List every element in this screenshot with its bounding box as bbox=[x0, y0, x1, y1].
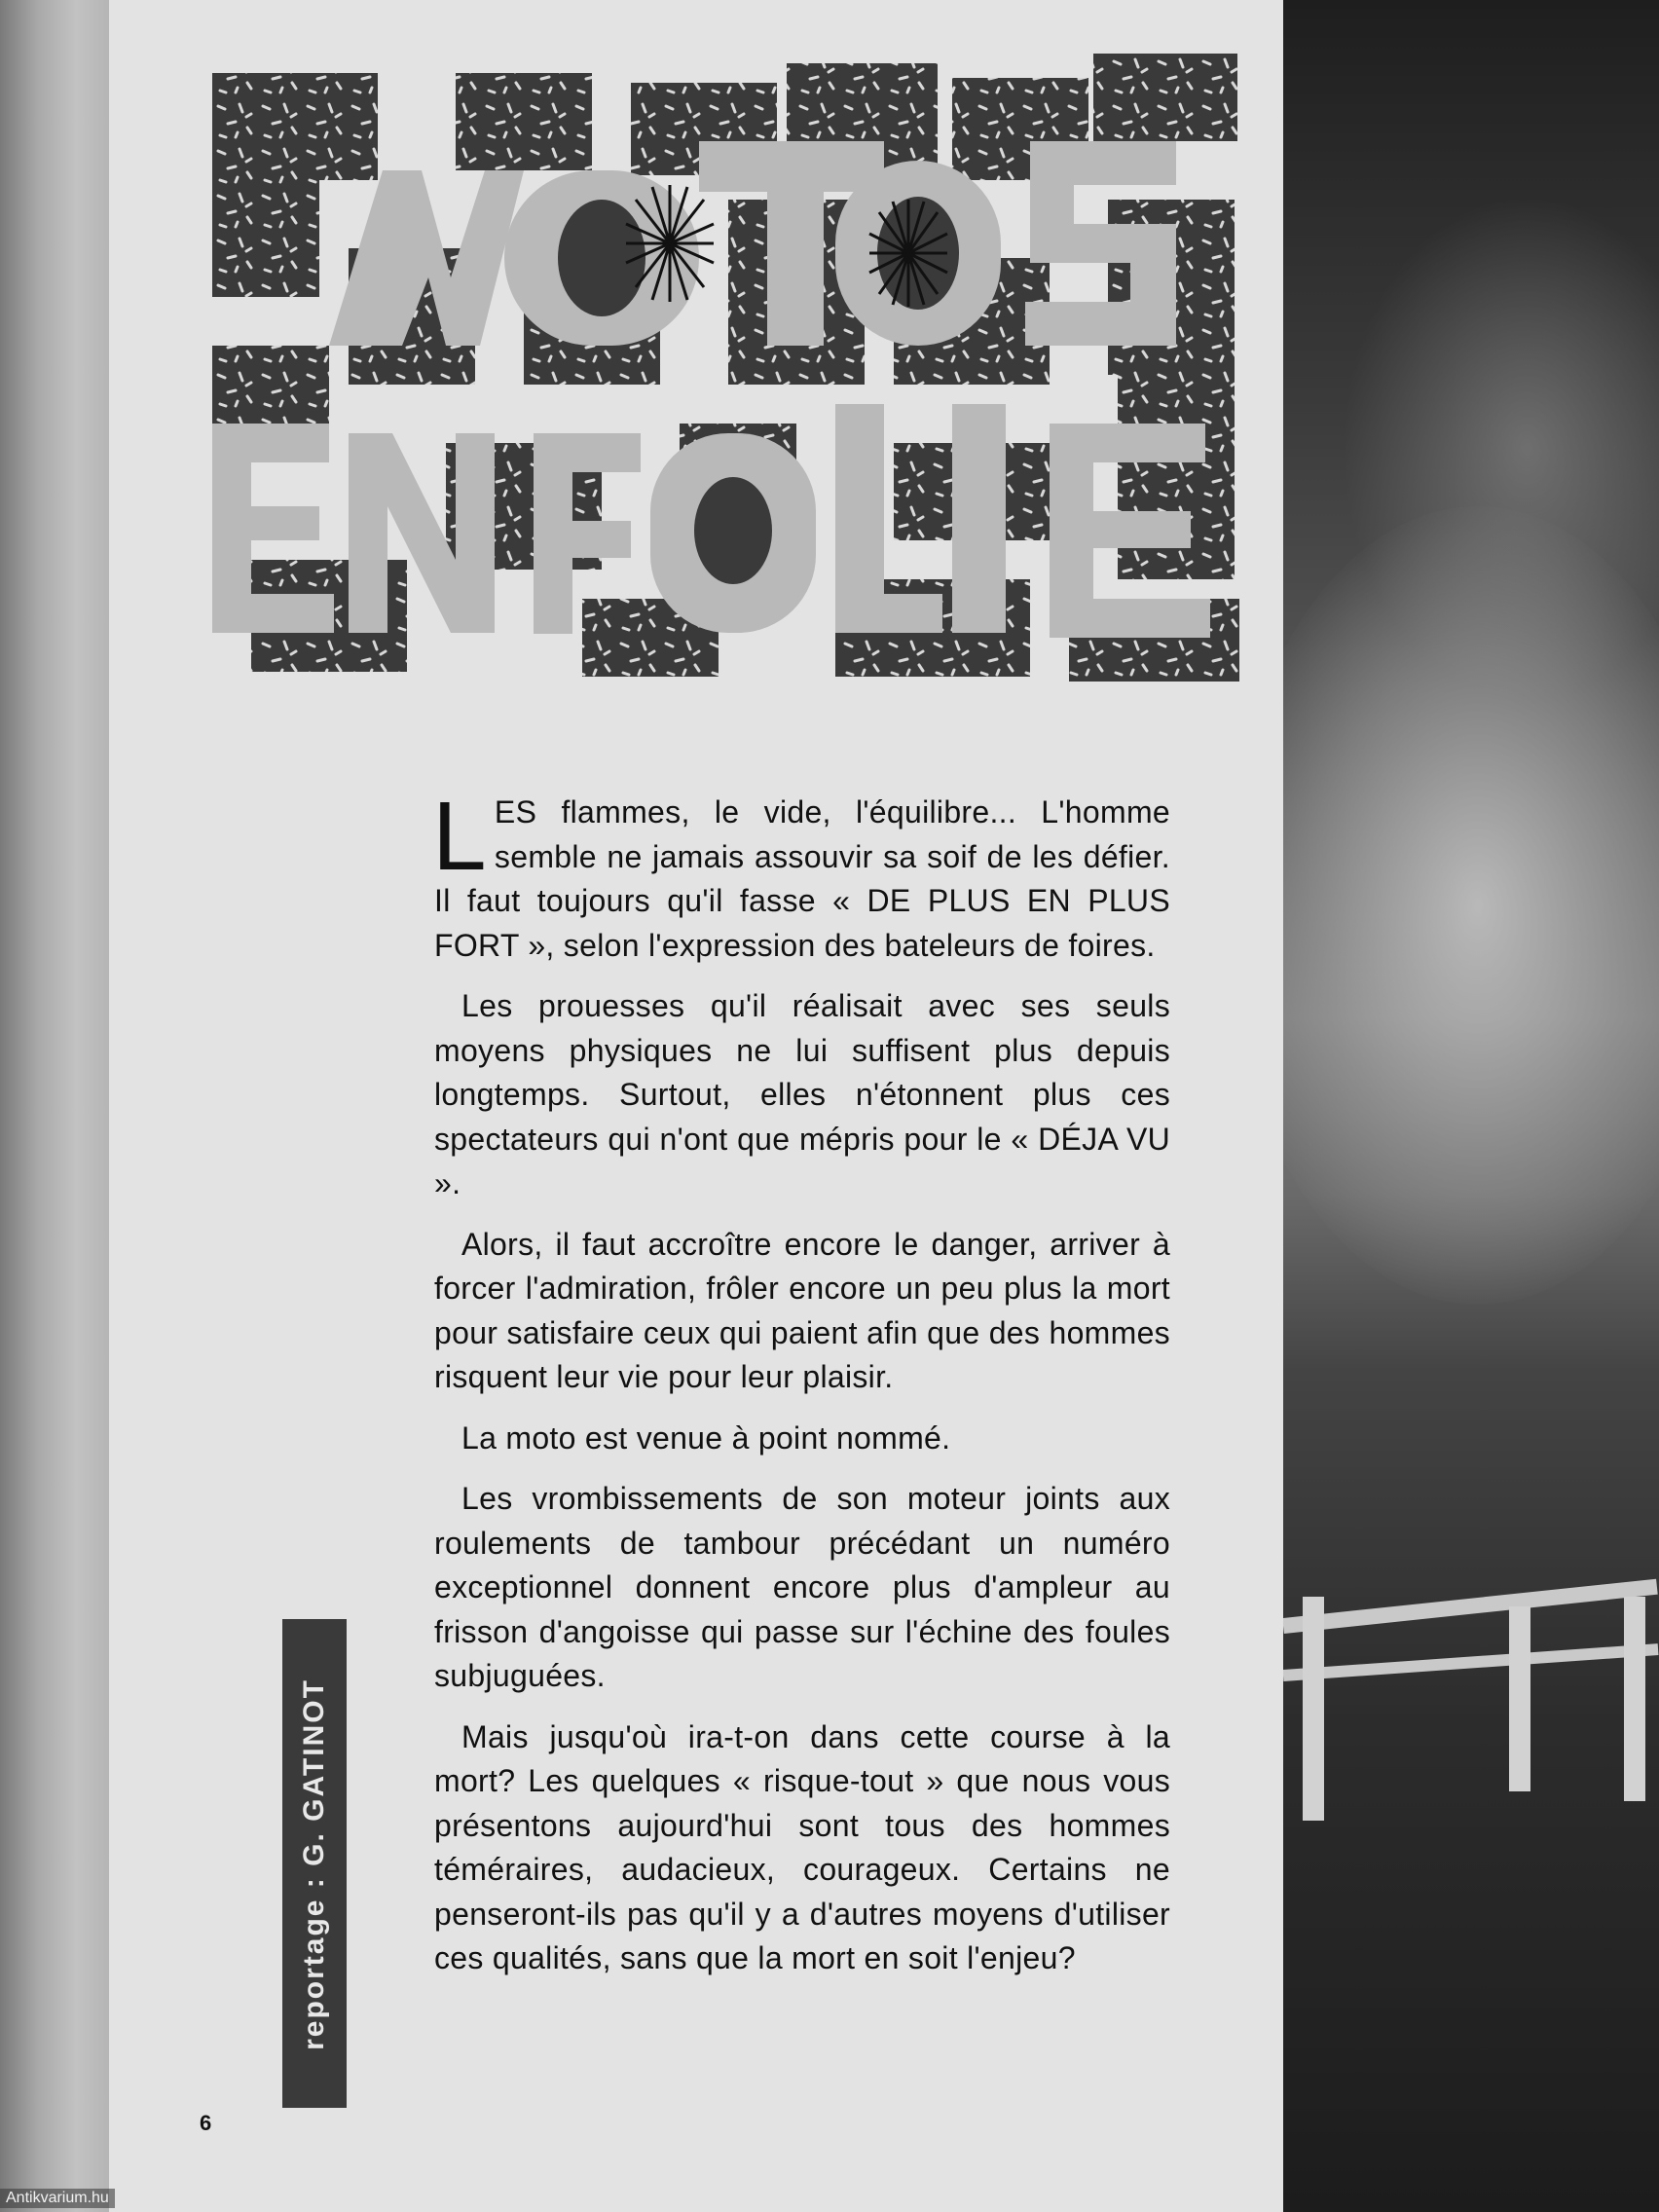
article-paragraph-3: Alors, il faut accroître encore le danger, arriver à forcer l'admiration, frôler encore un peu plus la mort pour satisfaire ceux qui paient afin que des hommes risquent leur vie pour leur plaisir. bbox=[434, 1226, 1170, 1394]
watermark: Antikvarium.hu bbox=[0, 2189, 115, 2208]
article-body bbox=[432, 782, 1170, 1998]
photo-smoke-cloud bbox=[1283, 506, 1659, 1305]
article-paragraph-2: Les prouesses qu'il réalisait avec ses seuls moyens physiques ne lui suffisent plus depuis longtemps. Surtout, elles n'étonnent plus ces spectateurs qui n'ont que mépris pour le « DÉJA VU ». bbox=[434, 988, 1170, 1200]
byline: reportage : G. GATINOT bbox=[298, 1678, 330, 2050]
photo-fence-post bbox=[1303, 1597, 1324, 1821]
page-number: 6 bbox=[200, 2111, 212, 2135]
photo-fence-post bbox=[1624, 1597, 1645, 1801]
article-paragraph-1: LES flammes, le vide, l'équilibre... L'homme semble ne jamais assouvir sa soif de les défier. Il faut toujours qu'il fasse « DE PLUS EN PLUS FORT », selon l'expression des bateleurs de foires. bbox=[432, 782, 1170, 963]
article-paragraph-4: La moto est venue à point nommé. bbox=[461, 1419, 951, 1456]
article-paragraph-6: Mais jusqu'où ira-t-on dans cette course à la mort? Les quelques « risque-tout » que nous vous présentons aujourd'hui sont tous des hommes téméraires, audacieux, courageux. Certains ne penseront-ils pas qu'il y a d'autres moyens d'utiliser ces qualités, sans que la mort en soit l'enjeu? bbox=[434, 1718, 1170, 1975]
article-paragraph-5: Les vrombissements de son moteur joints aux roulements de tambour précédant un numéro exceptionnel donnent encore plus d'ampleur au frisson d'angoisse qui passe sur l'échine des foules subjuguées. bbox=[434, 1481, 1170, 1693]
title-artwork bbox=[212, 54, 1244, 686]
binding-edge bbox=[0, 0, 109, 2212]
dropcap: L bbox=[432, 782, 487, 891]
photo-fence-rail bbox=[1283, 1579, 1658, 1634]
motorcycle-photo bbox=[1283, 0, 1659, 2212]
photo-fence-post bbox=[1509, 1606, 1530, 1791]
photo-fence-rail-lower bbox=[1283, 1643, 1658, 1681]
